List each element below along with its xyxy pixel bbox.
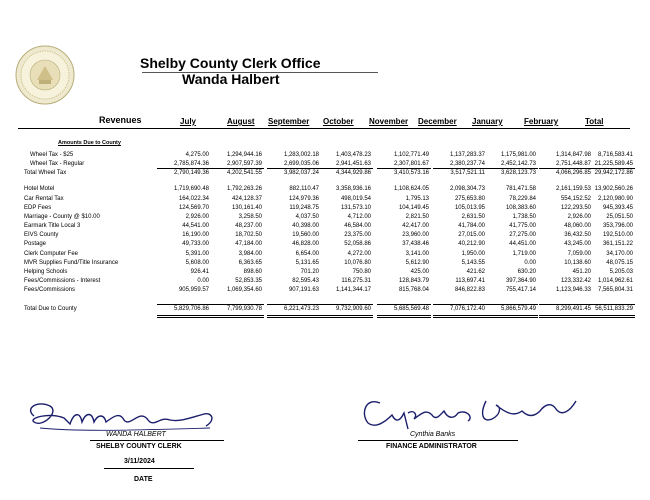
total-double-rule bbox=[484, 315, 538, 316]
cell-value: 6,221,473.23 bbox=[283, 306, 319, 312]
cell-value: 42,417.00 bbox=[402, 223, 429, 229]
cell-value: 1,738.50 bbox=[512, 214, 536, 220]
cell-value: 131,573.10 bbox=[340, 205, 371, 211]
section-label: Amounts Due to County bbox=[58, 140, 121, 146]
column-header-february: February bbox=[524, 117, 559, 126]
cell-value: 29,942,172.86 bbox=[594, 170, 633, 176]
admin-signature-name: Cynthia Banks bbox=[410, 431, 456, 438]
cell-value: 945,393.45 bbox=[602, 205, 633, 211]
cell-value: 7,799,930.78 bbox=[226, 306, 262, 312]
subtotal-rule bbox=[157, 304, 211, 305]
cell-value: 4,202,541.55 bbox=[226, 170, 262, 176]
cell-value: 4,712.00 bbox=[347, 214, 371, 220]
cell-value: 0.00 bbox=[197, 278, 209, 284]
cell-value: 164,022.34 bbox=[178, 196, 209, 202]
cell-value: 105,013.95 bbox=[454, 205, 485, 211]
cell-value: 43,245.00 bbox=[564, 241, 591, 247]
cell-value: 898.60 bbox=[243, 269, 262, 275]
cell-value: 2,307,801.67 bbox=[393, 161, 429, 167]
cell-value: 10,138.60 bbox=[564, 260, 591, 266]
cell-value: 498,019.54 bbox=[340, 196, 371, 202]
total-double-rule bbox=[267, 315, 321, 316]
date-value: 3/11/2024 bbox=[124, 458, 155, 465]
subtotal-rule bbox=[484, 304, 538, 305]
cell-value: 18,702.50 bbox=[235, 232, 262, 238]
row-label: Car Rental Tax bbox=[24, 196, 64, 202]
cell-value: 3,258.50 bbox=[238, 214, 262, 220]
cell-value: 750.80 bbox=[352, 269, 371, 275]
cell-value: 21,225,589.45 bbox=[594, 161, 633, 167]
clerk-signature-line bbox=[90, 440, 224, 441]
admin-signature bbox=[356, 393, 584, 433]
cell-value: 44,451.00 bbox=[509, 241, 536, 247]
cell-value: 48,237.00 bbox=[235, 223, 262, 229]
cell-value: 846,822.83 bbox=[454, 287, 485, 293]
cell-value: 905,959.57 bbox=[178, 287, 209, 293]
cell-value: 1,950.00 bbox=[461, 251, 485, 257]
subtotal-rule bbox=[210, 168, 264, 169]
row-label: Hotel Motel bbox=[24, 186, 55, 192]
cell-value: 5,866,579.49 bbox=[500, 306, 536, 312]
total-double-rule bbox=[377, 315, 431, 316]
cell-value: 2,790,149.36 bbox=[173, 170, 209, 176]
cell-value: 108,383.60 bbox=[505, 205, 536, 211]
cell-value: 4,344,929.86 bbox=[335, 170, 371, 176]
total-double-rule bbox=[433, 317, 487, 318]
cell-value: 451.20 bbox=[572, 269, 591, 275]
cell-value: 27,015.00 bbox=[458, 232, 485, 238]
cell-value: 397,364.90 bbox=[505, 278, 536, 284]
subtotal-rule bbox=[581, 304, 635, 305]
cell-value: 815,768.04 bbox=[398, 287, 429, 293]
subtotal-rule bbox=[267, 304, 321, 305]
cell-value: 1,795.13 bbox=[405, 196, 429, 202]
cell-value: 5,131.65 bbox=[295, 260, 319, 266]
clerk-name-title: Wanda Halbert bbox=[182, 71, 280, 87]
cell-value: 2,821.50 bbox=[405, 214, 429, 220]
cell-value: 47,184.00 bbox=[235, 241, 262, 247]
cell-value: 124,569.70 bbox=[178, 205, 209, 211]
cell-value: 701.20 bbox=[300, 269, 319, 275]
cell-value: 25,051.50 bbox=[606, 214, 633, 220]
admin-signature-title: FINANCE ADMINISTRATOR bbox=[386, 443, 477, 450]
date-label: DATE bbox=[134, 476, 153, 483]
cell-value: 1,141,344.17 bbox=[335, 287, 371, 293]
total-double-rule bbox=[210, 315, 264, 316]
row-label: Helping Schools bbox=[24, 269, 68, 275]
cell-value: 82,595.43 bbox=[292, 278, 319, 284]
total-double-rule bbox=[581, 317, 635, 318]
cell-value: 48,060.00 bbox=[564, 223, 591, 229]
total-double-rule bbox=[319, 317, 373, 318]
column-header-august: August bbox=[227, 117, 255, 126]
cell-value: 52,058.86 bbox=[344, 241, 371, 247]
total-double-rule bbox=[377, 317, 431, 318]
cell-value: 3,517,521.11 bbox=[450, 170, 485, 176]
clerk-signature-title: SHELBY COUNTY CLERK bbox=[96, 443, 182, 450]
cell-value: 5,608.00 bbox=[185, 260, 209, 266]
cell-value: 44,541.00 bbox=[182, 223, 209, 229]
cell-value: 128,843.79 bbox=[398, 278, 429, 284]
cell-value: 36,432.50 bbox=[564, 232, 591, 238]
cell-value: 353,796.00 bbox=[602, 223, 633, 229]
subtotal-rule bbox=[319, 168, 373, 169]
cell-value: 104,149.45 bbox=[398, 205, 429, 211]
cell-value: 19,560.00 bbox=[292, 232, 319, 238]
cell-value: 6,363.65 bbox=[238, 260, 262, 266]
total-double-rule bbox=[210, 317, 264, 318]
cell-value: 23,375.00 bbox=[344, 232, 371, 238]
subtotal-rule bbox=[267, 168, 321, 169]
cell-value: 2,452,142.73 bbox=[500, 161, 536, 167]
county-seal-logo bbox=[15, 44, 75, 106]
cell-value: 2,631.50 bbox=[461, 214, 485, 220]
column-header-july: July bbox=[180, 117, 197, 126]
cell-value: 3,982,037.24 bbox=[283, 170, 319, 176]
subtotal-rule bbox=[581, 168, 635, 169]
cell-value: 41,775.00 bbox=[509, 223, 536, 229]
cell-value: 192,510.00 bbox=[602, 232, 633, 238]
cell-value: 48,075.15 bbox=[606, 260, 633, 266]
cell-value: 4,066,296.85 bbox=[555, 170, 591, 176]
admin-signature-line bbox=[358, 440, 518, 441]
cell-value: 46,828.00 bbox=[292, 241, 319, 247]
cell-value: 1,102,771.49 bbox=[393, 152, 429, 158]
row-label: EDP Fees bbox=[24, 205, 52, 211]
column-header-october: October bbox=[323, 117, 354, 126]
cell-value: 2,907,597.39 bbox=[226, 161, 262, 167]
cell-value: 78,229.84 bbox=[509, 196, 536, 202]
total-double-rule bbox=[157, 315, 211, 316]
cell-value: 40,212.90 bbox=[458, 241, 485, 247]
cell-value: 926.41 bbox=[190, 269, 209, 275]
cell-value: 554,152.52 bbox=[560, 196, 591, 202]
cell-value: 13,902,560.26 bbox=[594, 186, 633, 192]
cell-value: 0.00 bbox=[524, 260, 536, 266]
cell-value: 3,628,123.73 bbox=[500, 170, 536, 176]
cell-value: 2,926.00 bbox=[185, 214, 209, 220]
cell-value: 3,358,936.16 bbox=[335, 186, 371, 192]
cell-value: 113,697.41 bbox=[455, 278, 485, 284]
total-double-rule bbox=[433, 315, 487, 316]
cell-value: 130,161.40 bbox=[231, 205, 262, 211]
total-double-rule bbox=[484, 317, 538, 318]
row-label: Wheel Tax - Regular bbox=[30, 161, 85, 167]
cell-value: 907,191.63 bbox=[288, 287, 319, 293]
cell-value: 781,471.58 bbox=[505, 186, 536, 192]
cell-value: 27,275.00 bbox=[509, 232, 536, 238]
cell-value: 4,275.00 bbox=[185, 152, 209, 158]
cell-value: 5,612.90 bbox=[405, 260, 429, 266]
cell-value: 1,792,263.26 bbox=[226, 186, 262, 192]
cell-value: 2,161,159.53 bbox=[555, 186, 591, 192]
subtotal-rule bbox=[210, 304, 264, 305]
clerk-signature-name: WANDA HALBERT bbox=[106, 431, 166, 438]
total-double-rule bbox=[319, 315, 373, 316]
cell-value: 7,565,804.31 bbox=[597, 287, 633, 293]
cell-value: 1,719.00 bbox=[512, 251, 536, 257]
cell-value: 1,137,283.37 bbox=[449, 152, 485, 158]
cell-value: 1,175,981.00 bbox=[500, 152, 536, 158]
cell-value: 425.00 bbox=[410, 269, 429, 275]
office-title: Shelby County Clerk Office bbox=[140, 55, 321, 71]
cell-value: 5,829,706.86 bbox=[173, 306, 209, 312]
row-label: Total Due to County bbox=[24, 306, 77, 312]
cell-value: 8,299,491.45 bbox=[555, 306, 591, 312]
column-header-january: January bbox=[472, 117, 503, 126]
row-label: MVR Supplies Fund/Title Insurance bbox=[24, 260, 119, 266]
cell-value: 5,391.00 bbox=[185, 251, 209, 257]
cell-value: 3,141.00 bbox=[405, 251, 429, 257]
subtotal-rule bbox=[377, 168, 431, 169]
row-label: Marriage - County @ $10.00 bbox=[24, 214, 100, 220]
cell-value: 116,275.31 bbox=[341, 278, 371, 284]
cell-value: 123,332.42 bbox=[560, 278, 591, 284]
cell-value: 23,960.00 bbox=[402, 232, 429, 238]
cell-value: 1,108,624.05 bbox=[393, 186, 429, 192]
cell-value: 40,398.00 bbox=[292, 223, 319, 229]
cell-value: 7,059.00 bbox=[567, 251, 591, 257]
cell-value: 41,784.00 bbox=[458, 223, 485, 229]
cell-value: 361,151.22 bbox=[602, 241, 633, 247]
cell-value: 122,293.50 bbox=[560, 205, 591, 211]
cell-value: 6,654.00 bbox=[295, 251, 319, 257]
cell-value: 119,248.75 bbox=[289, 205, 319, 211]
cell-value: 424,128.37 bbox=[231, 196, 262, 202]
row-label: Earmark Title Local 3 bbox=[24, 223, 81, 229]
row-label: Total Wheel Tax bbox=[24, 170, 67, 176]
total-double-rule bbox=[581, 315, 635, 316]
cell-value: 3,984.00 bbox=[238, 251, 262, 257]
cell-value: 1,403,478.23 bbox=[335, 152, 371, 158]
date-line bbox=[104, 468, 194, 469]
row-label: EIVS County bbox=[24, 232, 59, 238]
cell-value: 5,205.03 bbox=[609, 269, 633, 275]
cell-value: 5,143.55 bbox=[461, 260, 485, 266]
column-header-november: November bbox=[369, 117, 409, 126]
cell-value: 2,380,237.74 bbox=[449, 161, 485, 167]
cell-value: 2,941,451.63 bbox=[335, 161, 371, 167]
row-label: Fees/Commissions bbox=[24, 287, 76, 293]
total-double-rule bbox=[157, 317, 211, 318]
row-label: Wheel Tax - $25 bbox=[30, 152, 74, 158]
subtotal-rule bbox=[319, 304, 373, 305]
row-label: Fees/Commissions - Interest bbox=[24, 278, 101, 284]
cell-value: 2,926.00 bbox=[567, 214, 591, 220]
cell-value: 421.62 bbox=[466, 269, 485, 275]
column-header-september: September bbox=[268, 117, 310, 126]
cell-value: 1,283,002.18 bbox=[283, 152, 319, 158]
cell-value: 49,733.00 bbox=[182, 241, 209, 247]
cell-value: 882,110.47 bbox=[289, 186, 319, 192]
column-header-december: December bbox=[418, 117, 457, 126]
row-label: Postage bbox=[24, 241, 47, 247]
subtotal-rule bbox=[157, 168, 211, 169]
cell-value: 7,076,172.40 bbox=[449, 306, 485, 312]
cell-value: 37,438.46 bbox=[402, 241, 429, 247]
cell-value: 9,732,909.60 bbox=[335, 306, 371, 312]
cell-value: 4,272.00 bbox=[347, 251, 371, 257]
cell-value: 1,719,690.48 bbox=[173, 186, 209, 192]
cell-value: 2,751,448.87 bbox=[555, 161, 591, 167]
cell-value: 2,785,874.36 bbox=[173, 161, 209, 167]
cell-value: 10,076.80 bbox=[344, 260, 371, 266]
cell-value: 630.20 bbox=[517, 269, 536, 275]
header-rule bbox=[18, 128, 630, 129]
cell-value: 34,170.00 bbox=[606, 251, 633, 257]
revenues-header: Revenues bbox=[99, 115, 142, 125]
cell-value: 2,120,980.90 bbox=[597, 196, 633, 202]
cell-value: 8,716,583.41 bbox=[597, 152, 633, 158]
cell-value: 1,014,962.61 bbox=[597, 278, 633, 284]
cell-value: 5,685,569.48 bbox=[393, 306, 429, 312]
row-label: Clerk Computer Fee bbox=[24, 251, 79, 257]
cell-value: 124,979.36 bbox=[288, 196, 319, 202]
cell-value: 16,190.00 bbox=[182, 232, 209, 238]
cell-value: 1,123,946.33 bbox=[555, 287, 591, 293]
cell-value: 46,584.00 bbox=[344, 223, 371, 229]
cell-value: 3,410,573.16 bbox=[393, 170, 429, 176]
cell-value: 1,314,847.98 bbox=[555, 152, 591, 158]
total-double-rule bbox=[267, 317, 321, 318]
cell-value: 56,511,833.29 bbox=[595, 306, 633, 312]
cell-value: 4,037.50 bbox=[295, 214, 319, 220]
subtotal-rule bbox=[433, 168, 487, 169]
column-header-total: Total bbox=[585, 117, 604, 126]
cell-value: 275,653.80 bbox=[454, 196, 485, 202]
cell-value: 1,294,944.16 bbox=[226, 152, 262, 158]
cell-value: 1,069,354.60 bbox=[226, 287, 262, 293]
subtotal-rule bbox=[433, 304, 487, 305]
cell-value: 2,699,035.06 bbox=[283, 161, 319, 167]
subtotal-rule bbox=[484, 168, 538, 169]
cell-value: 755,417.14 bbox=[505, 287, 536, 293]
cell-value: 52,853.35 bbox=[235, 278, 262, 284]
subtotal-rule bbox=[377, 304, 431, 305]
cell-value: 2,098,304.73 bbox=[449, 186, 485, 192]
